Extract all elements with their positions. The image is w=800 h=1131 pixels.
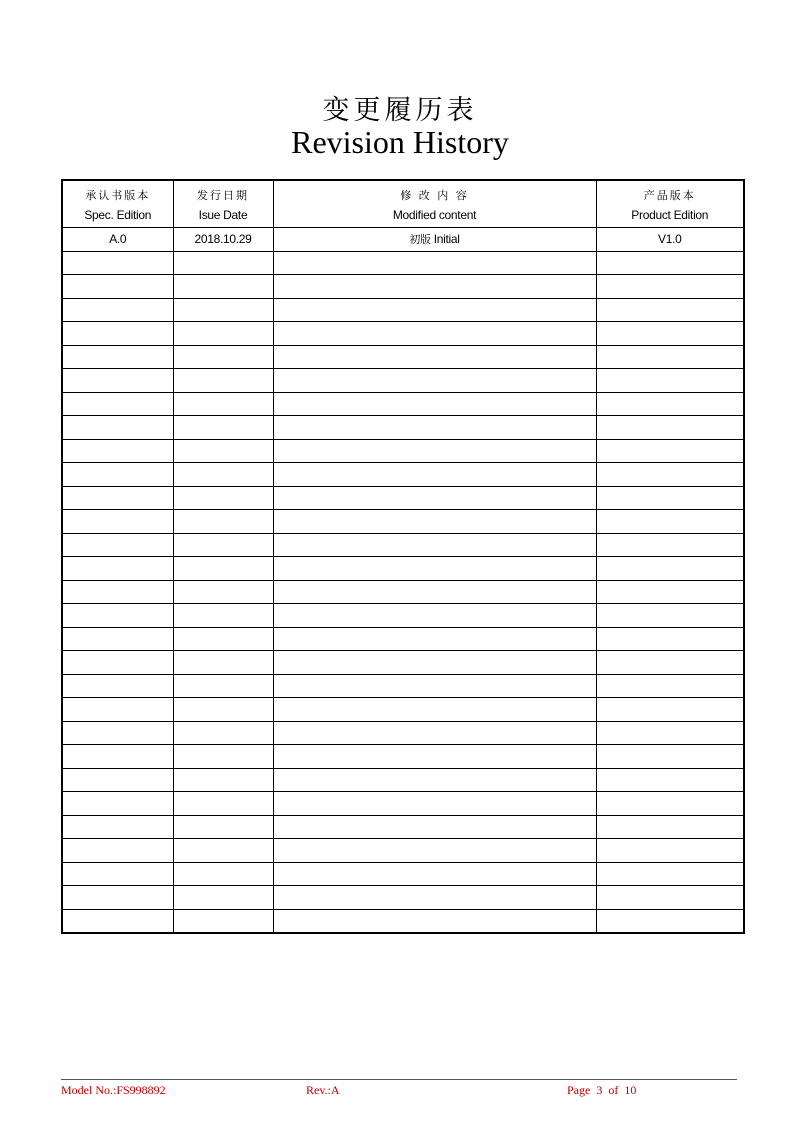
cell-product-edition	[596, 768, 744, 792]
table-row	[62, 604, 744, 628]
cell-issue-date	[173, 721, 273, 745]
cell-product-edition	[596, 439, 744, 463]
table-row	[62, 651, 744, 675]
cell-spec-edition	[62, 463, 173, 487]
cell-spec-edition	[62, 486, 173, 510]
header-modified-content-en: Modified content	[392, 207, 477, 222]
cell-modified-content	[273, 698, 596, 722]
table-row	[62, 792, 744, 816]
cell-spec-edition	[62, 839, 173, 863]
cell-issue-date	[173, 886, 273, 910]
cell-product-edition	[596, 674, 744, 698]
cell-spec-edition	[62, 698, 173, 722]
cell-issue-date	[173, 674, 273, 698]
cell-issue-date	[173, 510, 273, 534]
cell-product-edition	[596, 745, 744, 769]
cell-issue-date	[173, 322, 273, 346]
cell-spec-edition	[62, 815, 173, 839]
cell-product-edition	[596, 392, 744, 416]
cell-issue-date	[173, 369, 273, 393]
cell-modified-content	[273, 721, 596, 745]
cell-spec-edition	[62, 298, 173, 322]
cell-spec-edition	[62, 510, 173, 534]
cell-issue-date	[173, 604, 273, 628]
table-row	[62, 298, 744, 322]
cell-issue-date	[173, 651, 273, 675]
cell-product-edition	[596, 886, 744, 910]
table-row	[62, 815, 744, 839]
cell-spec-edition	[62, 862, 173, 886]
cell-modified-content	[273, 909, 596, 933]
footer-model-number: Model No.:FS998892	[61, 1083, 166, 1097]
cell-product-edition	[596, 369, 744, 393]
table-row	[62, 557, 744, 581]
cell-spec-edition	[62, 392, 173, 416]
cell-content-zh: 初版	[409, 233, 431, 247]
footer-divider	[61, 1079, 737, 1080]
header-issue-date	[173, 180, 273, 228]
cell-modified-content	[273, 298, 596, 322]
cell-spec-edition	[62, 886, 173, 910]
table-row	[62, 909, 744, 933]
table-row	[62, 486, 744, 510]
cell-issue-date	[173, 533, 273, 557]
table-row	[62, 369, 744, 393]
cell-spec-edition	[62, 557, 173, 581]
cell-issue-date	[173, 792, 273, 816]
page-title: Revision History	[291, 124, 509, 160]
table-row	[62, 510, 744, 534]
cell-spec-edition	[62, 745, 173, 769]
table-row	[62, 886, 744, 910]
table-row	[62, 839, 744, 863]
cell-spec-edition	[62, 369, 173, 393]
cell-spec-edition	[62, 251, 173, 275]
table-row	[62, 251, 744, 275]
cell-modified-content	[273, 886, 596, 910]
cell-modified-content	[273, 768, 596, 792]
cell-product-edition	[596, 909, 744, 933]
cell-issue-date	[173, 463, 273, 487]
cell-spec-edition	[62, 345, 173, 369]
cell-spec-edition	[62, 651, 173, 675]
cell-product-edition	[596, 839, 744, 863]
table-row	[62, 533, 744, 557]
table-row	[62, 768, 744, 792]
cell-spec-edition	[62, 416, 173, 440]
header-spec-edition-en: Spec. Edition	[84, 207, 152, 222]
header-issue-date-zh: 发行日期	[197, 188, 249, 202]
cell-spec-edition	[62, 533, 173, 557]
cell-spec-edition	[62, 721, 173, 745]
table-row	[62, 721, 744, 745]
cell-modified-content	[273, 839, 596, 863]
cell-modified-content	[273, 627, 596, 651]
cell-spec-edition	[62, 909, 173, 933]
cell-product-edition	[596, 416, 744, 440]
cell-issue-date	[173, 298, 273, 322]
cell-issue-date: 2018.10.29	[173, 228, 273, 252]
table-row	[62, 322, 744, 346]
cell-product-edition	[596, 275, 744, 299]
cell-product-edition	[596, 298, 744, 322]
cell-modified-content	[273, 486, 596, 510]
cell-modified-content	[273, 510, 596, 534]
table-row	[62, 745, 744, 769]
table-row	[62, 228, 744, 252]
cell-modified-content	[273, 862, 596, 886]
cell-product-edition	[596, 721, 744, 745]
cell-modified-content	[273, 345, 596, 369]
cell-issue-date	[173, 909, 273, 933]
cell-spec-edition	[62, 322, 173, 346]
cell-modified-content	[273, 815, 596, 839]
footer-page-number: Page 3 of 10	[567, 1083, 637, 1097]
cell-content-en: Initial	[430, 232, 460, 247]
cell-product-edition	[596, 463, 744, 487]
cell-modified-content	[273, 275, 596, 299]
cell-issue-date	[173, 392, 273, 416]
cell-spec-edition	[62, 580, 173, 604]
cell-product-edition	[596, 815, 744, 839]
cell-modified-content	[273, 463, 596, 487]
cell-product-edition	[596, 792, 744, 816]
cell-modified-content	[273, 228, 596, 252]
table-row	[62, 439, 744, 463]
cell-spec-edition	[62, 439, 173, 463]
cell-modified-content	[273, 580, 596, 604]
cell-product-edition	[596, 533, 744, 557]
cell-modified-content	[273, 251, 596, 275]
cell-issue-date	[173, 416, 273, 440]
cell-product-edition	[596, 510, 744, 534]
cell-issue-date	[173, 768, 273, 792]
cell-modified-content	[273, 604, 596, 628]
cell-issue-date	[173, 439, 273, 463]
cell-issue-date	[173, 345, 273, 369]
cell-modified-content	[273, 416, 596, 440]
cell-product-edition	[596, 862, 744, 886]
cell-issue-date	[173, 275, 273, 299]
cell-modified-content	[273, 533, 596, 557]
cell-modified-content	[273, 439, 596, 463]
cell-modified-content	[273, 557, 596, 581]
cell-modified-content	[273, 651, 596, 675]
cell-issue-date	[173, 745, 273, 769]
cell-product-edition	[596, 698, 744, 722]
table-row	[62, 463, 744, 487]
table-row	[62, 698, 744, 722]
header-spec-edition	[62, 180, 173, 228]
cell-spec-edition	[62, 792, 173, 816]
cell-product-edition	[596, 580, 744, 604]
cell-issue-date	[173, 251, 273, 275]
header-product-edition-en: Product Edition	[631, 207, 709, 222]
cell-product-edition	[596, 345, 744, 369]
cell-spec-edition	[62, 604, 173, 628]
table-row	[62, 416, 744, 440]
header-spec-edition-zh: 承认书版本	[85, 188, 151, 202]
cell-product-edition	[596, 627, 744, 651]
cell-product-edition	[596, 604, 744, 628]
table-row	[62, 392, 744, 416]
table-header-row	[62, 180, 744, 228]
cell-issue-date	[173, 698, 273, 722]
table-row	[62, 275, 744, 299]
table-row	[62, 862, 744, 886]
header-product-edition-zh: 产品版本	[643, 188, 696, 202]
cell-issue-date	[173, 486, 273, 510]
cell-product-edition	[596, 557, 744, 581]
header-issue-date-en: Isue Date	[198, 207, 248, 222]
cell-spec-edition	[62, 768, 173, 792]
cell-modified-content	[273, 745, 596, 769]
cell-spec-edition	[62, 674, 173, 698]
cell-issue-date	[173, 839, 273, 863]
cell-spec-edition	[62, 627, 173, 651]
cell-modified-content	[273, 369, 596, 393]
cell-modified-content	[273, 792, 596, 816]
cell-spec-edition	[62, 275, 173, 299]
cell-modified-content	[273, 674, 596, 698]
cell-issue-date	[173, 557, 273, 581]
table-row	[62, 345, 744, 369]
table-row	[62, 580, 744, 604]
cell-product-edition	[596, 486, 744, 510]
cell-issue-date	[173, 627, 273, 651]
cell-spec-edition: A.0	[62, 228, 173, 252]
cell-issue-date	[173, 815, 273, 839]
cell-product-edition	[596, 322, 744, 346]
cell-product-edition	[596, 651, 744, 675]
revision-history-table	[61, 179, 745, 934]
page-title-chinese: 变更履历表	[322, 95, 478, 126]
table-row	[62, 674, 744, 698]
header-modified-content-zh: 修 改 内 容	[400, 188, 469, 202]
header-modified-content	[273, 180, 596, 228]
footer-revision: Rev.:A	[306, 1083, 340, 1097]
cell-modified-content	[273, 392, 596, 416]
table-row	[62, 627, 744, 651]
cell-product-edition: V1.0	[596, 228, 744, 252]
cell-modified-content	[273, 322, 596, 346]
cell-issue-date	[173, 580, 273, 604]
cell-issue-date	[173, 862, 273, 886]
cell-product-edition	[596, 251, 744, 275]
header-product-edition	[596, 180, 744, 228]
